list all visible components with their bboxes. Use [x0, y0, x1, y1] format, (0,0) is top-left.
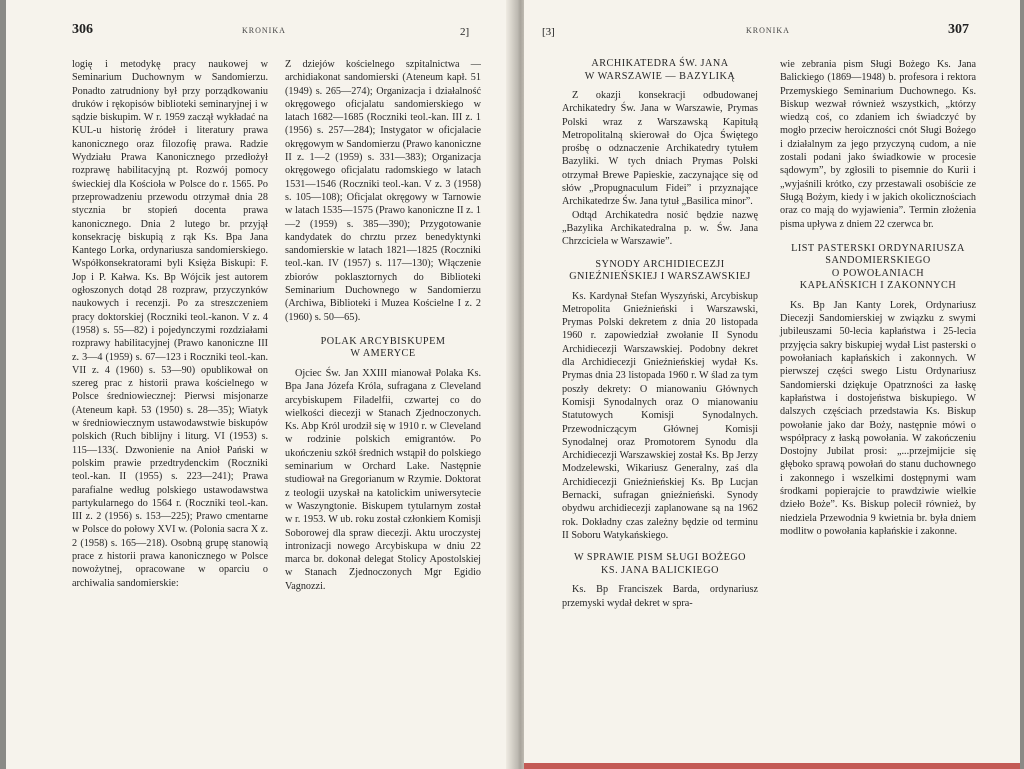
right-column-2 [780, 58, 976, 538]
paragraph: Ks. Bp Franciszek Barda, ordynariusz przemyski wydał dekret w spra- [562, 584, 758, 609]
running-head-right: KRONIKA [746, 26, 790, 35]
paragraph: logię i metodykę pracy naukowej w Seminarium Duchownym w Sandomierzu. Ponadto zatrudniony był przy porządkowaniu druków i rękopisów biblioteki seminaryjnej i w sądzie biskupim. W r. 1959 zaczął wykładać na KUL-u historię źródeł i literatury prawa kanonicznego oraz filozofię prawa. Radzie Wydziału Prawa Kanonicznego przedłożył rozprawę habilitacyjną pt. Rozwój pomocy świeckiej dla Kościoła w Polsce do r. 1565. Po przeprowadzeniu przewodu otrzymał dnia 28 stycznia br stopień docenta prawa kanonicznego. Dnia 2 lutego br. przyjął konsekrację biskupią z rąk Ks. Bpa Jana Kantego Lorka, ordynariusza sandomierskiego. Współkonsekratorami byli Księża Biskupi: F. Jop i P. Kałwa. Ks. Bp Wójcik jest autorem ogłoszonych dotąd 28 rozpraw, przyczynków naukowych i recenzji. Po za streszczeniem pracy doktorskiej (Roczniki teol.-kanon. V z. 4 (1958) s. 55—82) i pojedynczymi rozdziałami rozprawy habilitacyjnej (Prawo kanoniczne III z. 3—4 (1959) s. 67—123 i Roczniki teol.-kan. VII z. 4 (1960) s. 53—90) opublikował on szereg prac z historii prawa kościelnego w Polsce średniowiecznej: Pierwsi misjonarze (Ateneum kapł. 53 (1950) s. 28—35); Wiatyk w średniowiecznym ustawodawstwie biskupów polskich (Ruch biblijny i liturg. VI (1953) s. 115—133(. Dzwonienie na Anioł Pański w polskim prawie przedtrydenckim (Roczniki teol.-kan. II (1955) s. 223—241); Prawa parafialne według polskiego ustawodawstwa partykularnego do 1564 r. (Roczniki teol.-kan. III z. 2 (1956) s. 153—225); Prawo cmentarne w Polsce do połowy XVI w. (Polonia sacra X z. 2 (1958) s. 165—218). Osobną grupę stanowią prace z historii prawa kanonicznego w Polsce nowożytnej, opracowane w oparciu o archiwalia sandomierskie: [72, 59, 268, 589]
section-marker-left: 2] [460, 26, 470, 38]
section-heading: POLAK ARCYBISKUPEM W AMERYCE [320, 335, 446, 360]
section-heading: W SPRAWIE PISM SŁUGI BOŻEGO KS. JANA BALICKIEGO [573, 552, 747, 576]
page-edge-stain [524, 763, 1020, 769]
left-page [6, 0, 516, 769]
paragraph: Ks. Kardynał Stefan Wyszyński, Arcybiskup Metropolita Gnieźnieński i Warszawski, Prymas Polski dekretem z dnia 20 listopada 1960 r. zapowiedział zwołanie II Synodu Archidiecezji Warszawskiej. Podobny dekret dla Archidiecezji Gnieźnieńskiej wydał Ks. Prymas dnia 23 listopada 1960 r. W ślad za tym poszły dekrety: O mianowaniu Głównych Komisji Synodalnych oraz O mianowaniu Statutowych Komisji Synodalnych. Przewodniczącym Głównej Komisji Synodalnej oraz Promotorem Synodu dla Archidiecezji Warszawskiej został Ks. Bp Jerzy Modzelewski, Wikariusz Generalny, zaś dla Archidiecezji Gnieźnieńskiej Ks. Bp Lucjan Bernacki, sufragan gnieźnieński. Synody obydwu archidiecezji zaplanowane są na 1962 rok. Dokładny czas zależny będzie od terminu II Soboru Watykańskiego. [562, 290, 758, 541]
left-column-1 [72, 58, 268, 590]
section-heading: LIST PASTERSKI ORDYNARIUSZA SANDOMIERSKIEGO O POWOŁANIACH KAPŁAŃSKICH I ZAKONNYCH [791, 242, 965, 292]
left-column-2 [285, 58, 481, 593]
section-heading: SYNODY ARCHIDIECEZJI GNIEŹNIEŃSKIEJ I WARSZAWSKIEJ [569, 258, 751, 283]
paragraph: Ojciec Św. Jan XXIII mianował Polaka Ks. Bpa Jana Józefa Króla, sufragana z Cleveland arcybiskupem Filadelfii, czwartej co do wielkości diecezji w Stanach Zjednoczonych. Ks. Abp Król urodził się w 1910 r. w Cleveland w rodzinie polskich emigrantów. Po ukończeniu szkół średnich wstąpił do polskiego seminarium w Orchard Lake. Następnie studiował na Gregorianum w Rzymie. Doktorat z teologii uzyskał na katolickim uniwersytecie w Waszyngtonie. Biskupem tytularnym został w r. 1953. W ub. roku został członkiem Komisji Soborowej dla spraw diecezji. Aktu uroczystej intronizacji nowego Arcybiskupa w dniu 22 marca br. dokonał delegat Stolicy Apostolskiej w Stanach Zjednoczonych Mgr Egidio Vagnozzi. [285, 367, 481, 592]
paragraph: wie zebrania pism Sługi Bożego Ks. Jana Balickiego (1869—1948) b. profesora i rektora Przemyskiego Seminarium Duchownego. Ks. Biskup wezwał również wszystkich, „którzy wiedzą coś, co zdaniem ich świadczyć by mogło przeciw heroiczności cnót Sługi Bożego i działalnym za jego przyczyną cudom, a nie zostali podani jako świadkowie w procesie sądowym”, by zgłosili to pisemnie do Kurii i „wyjaśnili krótko, czy przestawali osobiście ze Sługą Bożym, kiedy i w jakich okolicznościach oraz co mają do wyjawienia”. Termin złożenia pisma upływa z dniem 22 czerwca br. [780, 59, 976, 230]
section-heading: ARCHIKATEDRA ŚW. JANA W WARSZAWIE — BAZYLIKĄ [584, 58, 736, 82]
right-column-1 [562, 58, 758, 610]
paragraph: Z dziejów kościelnego szpitalnictwa — archidiakonat sandomierski (Ateneum kapł. 51 (1949) s. 265—274); Organizacja i działalność okręgowego oficjalatu sandomierskiego w latach 1682—1685 (Roczniki teol.-kan. III z. 1 (1956) s. 257—284); Instygator w oficjalacie okręgowym w Sandomierzu (Prawo kanoniczne II z. 1—2 (1959) s. 331—383); Organizacja okręgowego oficjalatu radomskiego w latach 1531—1546 (Roczniki teol.-kan. V z. 3 (1958) s. 105—108); Oficjalat okręgowy w Tarnowie w latach 1535—1575 (Prawo kanoniczne II z. 1—2 (1959) s. 385—390); Przygotowanie kandydatek do chrztu przez benedyktynki sandomierskie w latach 1821—1825 (Roczniki teol.-kan. IV (1957) s. 117—130); Włączenie zbiorów poklasztornych do Biblioteki Seminarium Duchownego w Sandomierzu (Archiwa, Biblioteki i Muzea Kościelne I z. 2 (1960) s. 50—65). [285, 59, 481, 323]
running-head-left: KRONIKA [242, 26, 286, 35]
page-number-right: 307 [948, 22, 969, 37]
paragraph: Odtąd Archikatedra nosić będzie nazwę „Bazylika Archikatedralna p. w. Św. Jana Chrzciciela w Warszawie”. [562, 209, 758, 248]
right-page [524, 0, 1020, 769]
paragraph: Z okazji konsekracji odbudowanej Archikatedry Św. Jana w Warszawie, Prymas Polski wraz z Warszawską Kapitułą Metropolitalną skierował do Ojca Świętego prośbę o odznaczenie Archikatedry tytułem Bazyliki. W tych dniach Prymas Polski otrzymał Brewe Papieskie, zaczynające się od słów „Propugnaculum Fidei” i przyznające Archikatedrze Św. Jana tytuł „Basilica minor”. [562, 90, 758, 208]
page-number-left: 306 [72, 22, 93, 37]
paragraph: Ks. Bp Jan Kanty Lorek, Ordynariusz Diecezji Sandomierskiej w związku z swymi jubileuszami 50-lecia kapłaństwa i 25-lecia przyjęcia sakry biskupiej wydał List pasterski o powołaniach kapłańskich i zakonnych. W pierwszej części swego Listu Ordynariusz Sandomierski dziękuje Opatrzności za łaskę kapłaństwa i dostojeństwa biskupiego. W dalszych częściach przedstawia Ks. Biskup powołanie jako dar Boży, następnie mówi o współpracy z łaską powołania. W zakończeniu Dostojny Jubilat prosi: „...przejmijcie się głęboko sprawą powołań do stanu duchownego i zakonnego i wszelkimi dostępnymi wam środkami popierajcie to prawdziwie wielkie dzieło Boże”. Ks. Biskup polecił również, by niedziela Przewodnia 9 kwietnia br. była dniem modlitw o powołania kapłańskie i zakonne. [780, 299, 976, 537]
section-marker-right: [3] [542, 26, 555, 38]
